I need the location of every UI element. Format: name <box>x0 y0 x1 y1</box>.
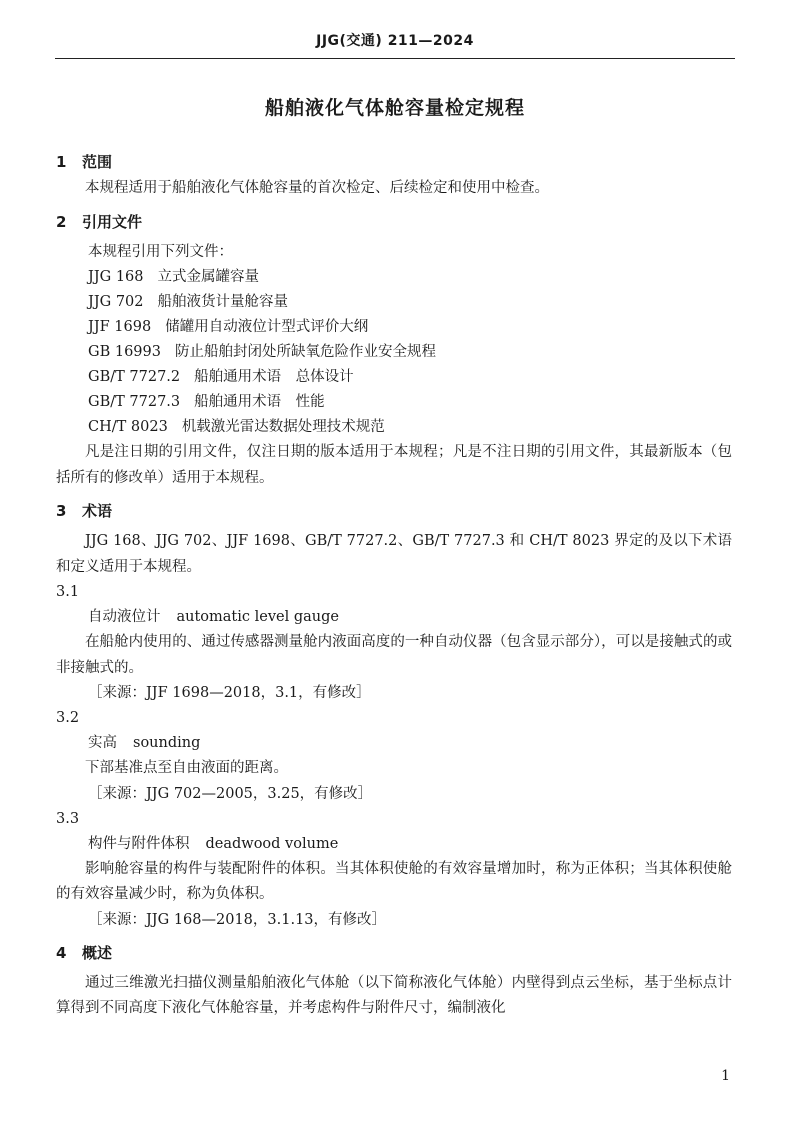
section-3-intro: JJG 168、JJG 702、JJF 1698、GB/T 7727.2、GB/T 7727.3 和 CH/T 8023 界定的及以下术语和定义适用于本规程。 <box>56 533 732 575</box>
section-number: 2 <box>56 212 67 231</box>
section-1-heading <box>56 148 732 176</box>
reference-title: 防止船舶封闭处所缺氧危险作业安全规程 <box>174 344 436 360</box>
reference-item <box>56 315 732 340</box>
reference-title: 储罐用自动液位计型式评价大纲 <box>165 319 369 335</box>
term-zh: 实高 <box>88 735 117 751</box>
term-zh: 构件与附件体积 <box>88 835 190 852</box>
page-number: 1 <box>721 1068 730 1084</box>
reference-code: GB/T 7727.2 <box>88 369 181 385</box>
term-source: ［来源：JJG 702—2005，3.25，有修改］ <box>88 785 373 802</box>
term-name <box>56 605 732 630</box>
term-en: deadwood volume <box>205 835 339 852</box>
term-definition: 在船舱内使用的、通过传感器测量舱内液面高度的一种自动仪器（包含显示部分），可以是接触式的或非接触式的。 <box>56 634 732 676</box>
reference-item <box>56 340 732 365</box>
document-title: 船舶液化气体舱容量检定规程 <box>264 97 525 119</box>
reference-title: 船舶液货计量舱容量 <box>157 294 288 310</box>
reference-title: 船舶通用术语 总体设计 <box>194 369 354 385</box>
reference-code: GB 16993 <box>88 344 161 360</box>
term-en: automatic level gauge <box>176 609 339 625</box>
reference-title: 船舶通用术语 性能 <box>194 394 325 410</box>
reference-item <box>56 365 732 390</box>
term-source: ［来源：JJF 1698—2018，3.1，有修改］ <box>88 685 371 701</box>
reference-code: CH/T 8023 <box>88 419 168 435</box>
section-number: 4 <box>56 943 67 962</box>
reference-code: JJG 168 <box>88 269 144 285</box>
section-title: 概述 <box>82 943 113 962</box>
document-body <box>56 148 732 1022</box>
section-title: 术语 <box>82 502 113 520</box>
section-4-heading <box>56 939 732 967</box>
section-number: 3 <box>56 502 67 520</box>
term-definition: 下部基准点至自由液面的距离。 <box>85 760 288 776</box>
reference-code: JJF 1698 <box>88 319 152 335</box>
term-number: 3.3 <box>56 810 80 827</box>
section-3-heading <box>56 497 732 525</box>
section-2-intro: 本规程引用下列文件： <box>88 243 233 260</box>
term-number: 3.1 <box>56 584 80 600</box>
reference-item <box>56 390 732 415</box>
reference-item <box>56 265 732 290</box>
page-header: JJG(交通) 211—2024 <box>55 30 735 59</box>
term-definition: 影响舱容量的构件与装配附件的体积。当其体积使舱的有效容量增加时，称为正体积；当其体积使舱的有效容量减少时，称为负体积。 <box>56 860 732 902</box>
section-2-note: 凡是注日期的引用文件，仅注日期的版本适用于本规程；凡是不注日期的引用文件，其最新版本（包括所有的修改单）适用于本规程。 <box>56 444 732 486</box>
section-1-text: 本规程适用于船舶液化气体舱容量的首次检定、后续检定和使用中检查。 <box>85 180 549 196</box>
reference-title: 立式金属罐容量 <box>157 269 259 285</box>
section-4-text: 通过三维激光扫描仪测量船舶液化气体舱（以下简称液化气体舱）内壁得到点云坐标，基于坐标点计算得到不同高度下液化气体舱容量，并考虑构件与附件尺寸，编制液化 <box>56 974 732 1016</box>
section-title: 范围 <box>82 153 113 171</box>
term-en: sounding <box>133 735 201 751</box>
term-name <box>56 731 732 756</box>
reference-item <box>56 415 732 440</box>
term-source: ［来源：JJG 168—2018，3.1.13，有修改］ <box>88 911 387 928</box>
reference-code: GB/T 7727.3 <box>88 394 181 410</box>
term-zh: 自动液位计 <box>88 609 161 625</box>
reference-title: 机载激光雷达数据处理技术规范 <box>181 419 385 435</box>
section-2-heading <box>56 208 732 236</box>
term-name <box>56 832 732 857</box>
reference-code: JJG 702 <box>88 294 144 310</box>
reference-item <box>56 290 732 315</box>
term-number: 3.2 <box>56 710 80 726</box>
section-title: 引用文件 <box>82 212 143 231</box>
section-number: 1 <box>56 153 67 171</box>
